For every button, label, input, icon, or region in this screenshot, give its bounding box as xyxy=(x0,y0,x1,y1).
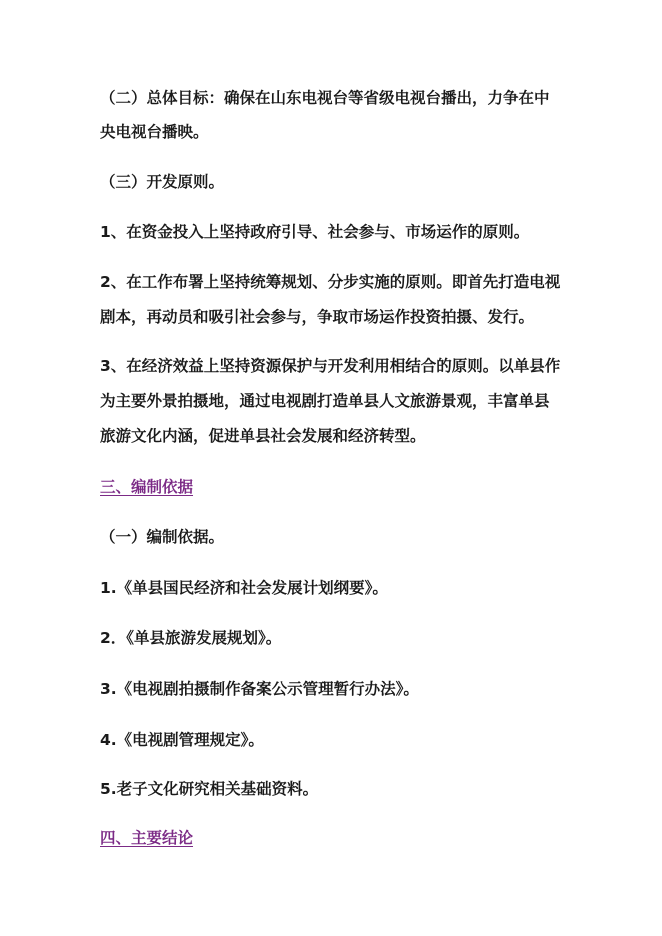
principle-3-line-1: 3、在经济效益上坚持资源保护与开发利用相结合的原则。以单县作 xyxy=(100,357,561,375)
goal-line-1: （二）总体目标：确保在山东电视台等省级电视台播出，力争在中 xyxy=(100,89,550,107)
principle-1: 1、在资金投入上坚持政府引导、社会参与、市场运作的原则。 xyxy=(100,223,530,241)
principle-2-line-2: 剧本，再动员和吸引社会参与，争取市场运作投资拍摄、发行。 xyxy=(100,308,535,326)
principle-2-line-1: 2、在工作布署上坚持统筹规划、分步实施的原则。即首先打造电视 xyxy=(100,273,561,291)
basis-item-3: 3.《电视剧拍摄制作备案公示管理暂行办法》。 xyxy=(100,680,419,698)
basis-item-4: 4.《电视剧管理规定》。 xyxy=(100,731,264,749)
principles-title: （三）开发原则。 xyxy=(100,173,225,191)
basis-item-2: 2．《单县旅游发展规划》。 xyxy=(100,629,282,647)
goal-line-2: 央电视台播映。 xyxy=(100,123,209,141)
principle-3-line-2: 为主要外景拍摄地，通过电视剧打造单县人文旅游景观，丰富单县 xyxy=(100,392,550,410)
basis-item-1: 1.《单县国民经济和社会发展计划纲要》。 xyxy=(100,579,388,597)
principle-3-line-3: 旅游文化内涵，促进单县社会发展和经济转型。 xyxy=(100,427,426,445)
basis-subtitle: （一）编制依据。 xyxy=(100,528,225,546)
section-4-heading[interactable]: 四、主要结论 xyxy=(100,829,194,847)
section-3-heading[interactable]: 三、编制依据 xyxy=(100,478,194,496)
basis-item-5: 5.老子文化研究相关基础资料。 xyxy=(100,780,319,798)
